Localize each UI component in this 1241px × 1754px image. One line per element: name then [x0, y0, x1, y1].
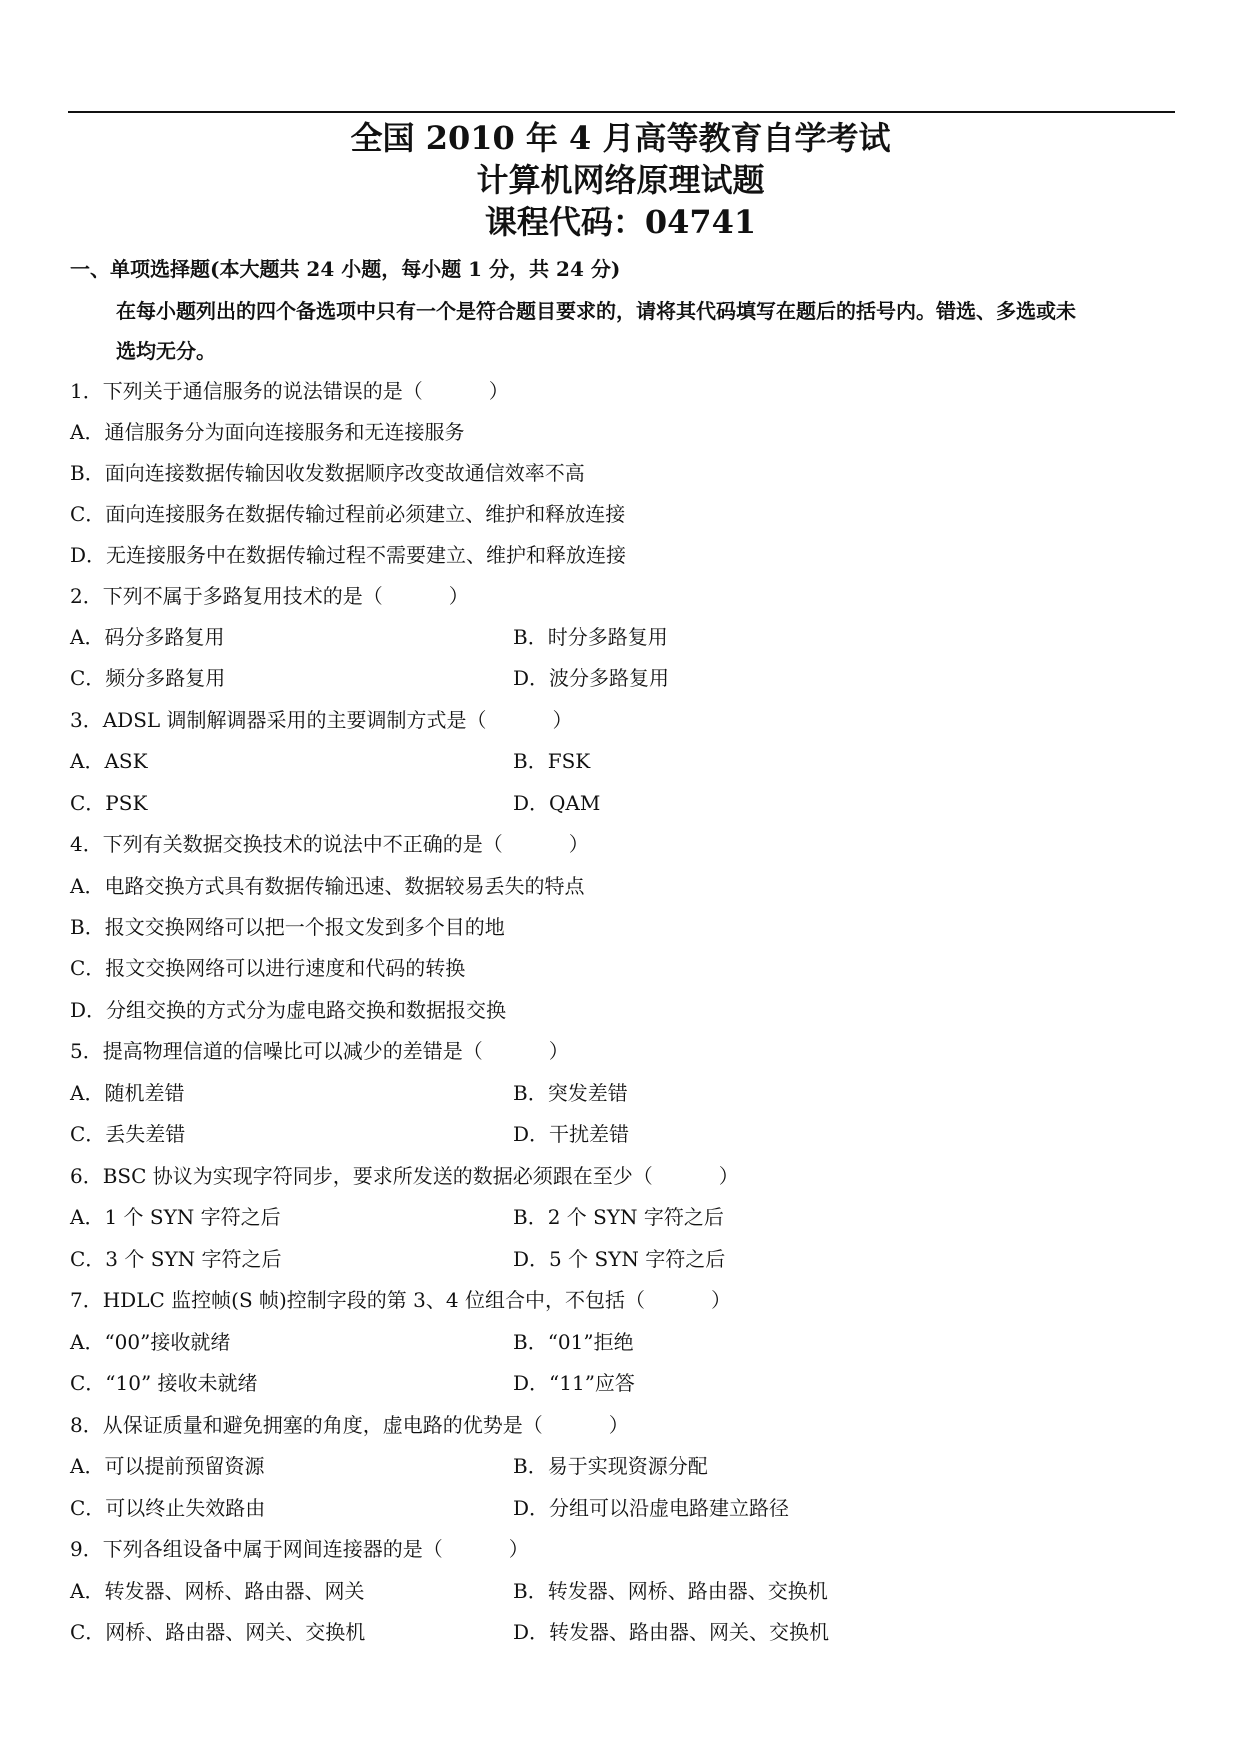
- question-3-option-d: D．QAM: [513, 791, 601, 815]
- question-6-option-a: A．1 个 SYN 字符之后: [70, 1205, 281, 1229]
- question-5-stem: [70, 1036, 569, 1066]
- question-7-option-c: C．“10” 接收未就绪: [70, 1371, 258, 1395]
- question-stem-close: ）: [552, 708, 573, 732]
- question-stem-text: 6．BSC 协议为实现字符同步，要求所发送的数据必须跟在至少（: [70, 1164, 653, 1188]
- question-5-option-a: A．随机差错: [70, 1081, 185, 1105]
- course-code: 课程代码：04741: [484, 203, 757, 241]
- question-8-option-d: D．分组可以沿虚电路建立路径: [513, 1496, 790, 1520]
- question-7-option-d: D．“11”应答: [513, 1371, 635, 1395]
- question-1-option-b: B．面向连接数据传输因收发数据顺序改变故通信效率不高: [70, 461, 585, 485]
- question-2-stem: [70, 581, 469, 611]
- question-1-option-a: A．通信服务分为面向连接服务和无连接服务: [70, 420, 465, 444]
- question-stem-close: ）: [718, 1164, 739, 1188]
- question-5-option-b: B．突发差错: [513, 1081, 628, 1105]
- question-stem-close: ）: [710, 1288, 731, 1312]
- question-8-option-a: A．可以提前预留资源: [70, 1454, 265, 1478]
- question-8-stem: [70, 1410, 629, 1440]
- question-9-stem: [70, 1534, 529, 1564]
- question-stem-close: ）: [488, 379, 509, 403]
- question-stem-text: 4．下列有关数据交换技术的说法中不正确的是（: [70, 832, 503, 856]
- question-3-option-c: C．PSK: [70, 791, 148, 815]
- question-3-stem: [70, 705, 573, 735]
- question-2-option-c: C．频分多路复用: [70, 666, 226, 690]
- question-stem-close: ）: [568, 832, 589, 856]
- question-1-stem: [70, 376, 509, 406]
- question-3-option-b: B．FSK: [513, 749, 591, 773]
- question-4-option-d: D．分组交换的方式分为虚电路交换和数据报交换: [70, 998, 507, 1022]
- question-1-option-d: D．无连接服务中在数据传输过程不需要建立、维护和释放连接: [70, 543, 627, 567]
- question-9-option-d: D．转发器、路由器、网关、交换机: [513, 1620, 830, 1644]
- question-2-option-a: A．码分多路复用: [70, 625, 225, 649]
- question-stem-close: ）: [448, 584, 469, 608]
- question-4-option-a: A．电路交换方式具有数据传输迅速、数据较易丢失的特点: [70, 874, 585, 898]
- question-4-option-c: C．报文交换网络可以进行速度和代码的转换: [70, 956, 466, 980]
- question-5-option-d: D．干扰差错: [513, 1122, 630, 1146]
- section-heading: 一、单项选择题(本大题共 24 小题，每小题 1 分，共 24 分): [70, 257, 621, 281]
- question-stem-text: 9．下列各组设备中属于网间连接器的是（: [70, 1537, 443, 1561]
- question-stem-text: 1．下列关于通信服务的说法错误的是（: [70, 379, 423, 403]
- question-7-option-a: A．“00”接收就绪: [70, 1330, 231, 1354]
- question-stem-text: 7．HDLC 监控帧(S 帧)控制字段的第 3、4 位组合中，不包括（: [70, 1288, 645, 1312]
- question-6-option-b: B．2 个 SYN 字符之后: [513, 1205, 724, 1229]
- question-stem-close: ）: [548, 1039, 569, 1063]
- question-stem-close: ）: [508, 1537, 529, 1561]
- question-stem-close: ）: [608, 1413, 629, 1437]
- question-stem-text: 8．从保证质量和避免拥塞的角度，虚电路的优势是（: [70, 1413, 543, 1437]
- question-8-option-c: C．可以终止失效路由: [70, 1496, 266, 1520]
- question-1-option-c: C．面向连接服务在数据传输过程前必须建立、维护和释放连接: [70, 502, 626, 526]
- question-stem-text: 5．提高物理信道的信噪比可以减少的差错是（: [70, 1039, 483, 1063]
- exam-subject: 计算机网络原理试题: [476, 161, 765, 199]
- question-7-option-b: B．“01”拒绝: [513, 1330, 634, 1354]
- exam-title: 全国 2010 年 4 月高等教育自学考试: [350, 119, 891, 157]
- question-6-option-d: D．5 个 SYN 字符之后: [513, 1247, 726, 1271]
- question-9-option-c: C．网桥、路由器、网关、交换机: [70, 1620, 366, 1644]
- question-stem-text: 2．下列不属于多路复用技术的是（: [70, 584, 383, 608]
- section-instruction-line-1: 在每小题列出的四个备选项中只有一个是符合题目要求的，请将其代码填写在题后的括号内。错选、多选或未: [116, 299, 1076, 323]
- question-8-option-b: B．易于实现资源分配: [513, 1454, 708, 1478]
- question-2-option-d: D．波分多路复用: [513, 666, 670, 690]
- question-5-option-c: C．丢失差错: [70, 1122, 186, 1146]
- question-stem-text: 3．ADSL 调制解调器采用的主要调制方式是（: [70, 708, 487, 732]
- question-2-option-b: B．时分多路复用: [513, 625, 668, 649]
- question-6-option-c: C．3 个 SYN 字符之后: [70, 1247, 282, 1271]
- question-7-stem: [70, 1285, 731, 1315]
- question-9-option-a: A．转发器、网桥、路由器、网关: [70, 1579, 365, 1603]
- question-4-stem: [70, 829, 589, 859]
- question-9-option-b: B．转发器、网桥、路由器、交换机: [513, 1579, 828, 1603]
- question-3-option-a: A．ASK: [70, 749, 148, 773]
- section-instruction-line-2: 选均无分。: [116, 339, 216, 363]
- question-4-option-b: B．报文交换网络可以把一个报文发到多个目的地: [70, 915, 505, 939]
- header-rule: [68, 111, 1175, 113]
- question-6-stem: [70, 1161, 739, 1191]
